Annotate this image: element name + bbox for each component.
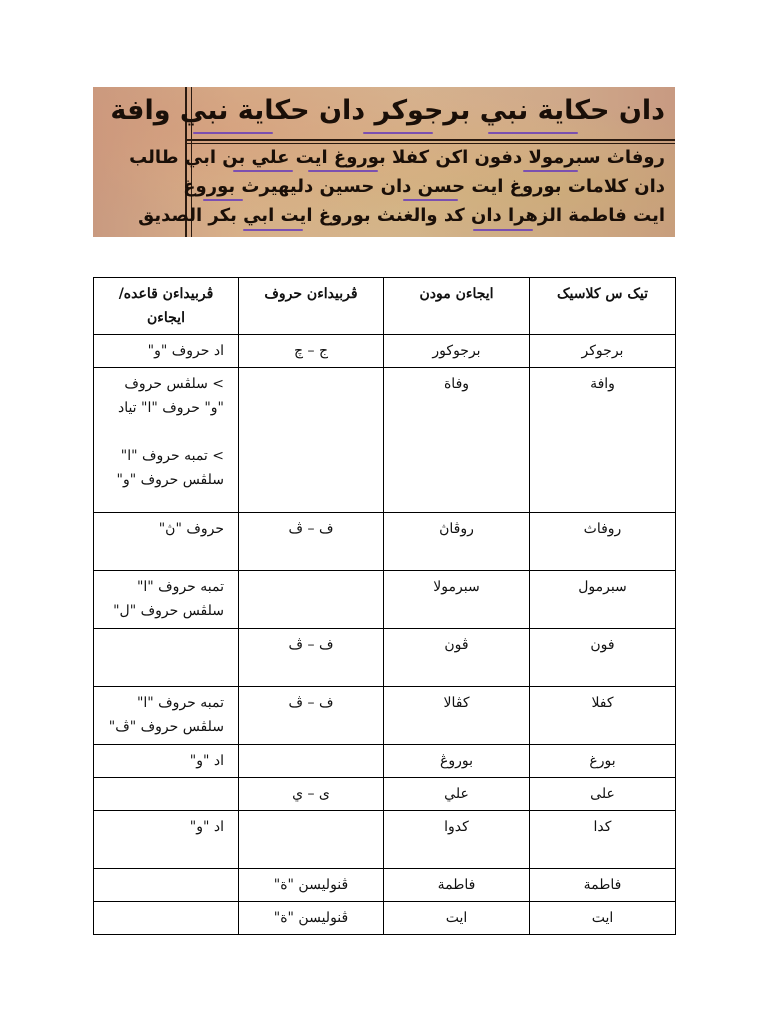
- annotation-underline: [193, 132, 273, 134]
- table-row: [94, 687, 676, 745]
- cell-classical: كدا: [530, 811, 676, 869]
- header-classical-text: تيک س كلاسيک: [530, 278, 676, 335]
- table-row: [94, 745, 676, 778]
- cell-modern: وفاة: [384, 368, 530, 513]
- table-row: [94, 368, 676, 513]
- cell-letter-diff: ف – ڤ: [239, 687, 384, 745]
- comparison-table-wrapper: [93, 277, 675, 935]
- table-row: [94, 902, 676, 935]
- cell-letter-diff: [239, 811, 384, 869]
- cell-letter-diff: ڤنوليسن "ة": [239, 902, 384, 935]
- cell-letter-diff: ج – چ: [239, 335, 384, 368]
- table-row: [94, 869, 676, 902]
- table-row: [94, 513, 676, 571]
- manuscript-image: [93, 87, 675, 237]
- comparison-table: [93, 277, 676, 935]
- cell-modern: كدوا: [384, 811, 530, 869]
- manuscript-line-3: دان كلامات بوروغ ايت حسن دان حسين دليهيرث بوروغ: [183, 176, 665, 197]
- manuscript-line-2: روفاث سبرمولا دفون اكن كفلا بوروغ ايت علي بن ابي طالب: [129, 147, 665, 168]
- cell-modern: روڤاڽ: [384, 513, 530, 571]
- header-letter-difference: ڤربيداءن حروف: [239, 278, 384, 335]
- cell-classical: بورغ: [530, 745, 676, 778]
- table-row: [94, 811, 676, 869]
- cell-rule-diff: تمبه حروف "ا" سلڤس حروف "ل": [94, 571, 239, 629]
- cell-rule-diff: حروف "ڽ": [94, 513, 239, 571]
- cell-classical: برجوكر: [530, 335, 676, 368]
- cell-classical: على: [530, 778, 676, 811]
- cell-letter-diff: ف – ڤ: [239, 629, 384, 687]
- annotation-underline: [363, 132, 433, 134]
- table-row: [94, 335, 676, 368]
- annotation-underline: [473, 229, 533, 231]
- annotation-underline: [523, 170, 578, 172]
- table-row: [94, 778, 676, 811]
- cell-classical: روفاث: [530, 513, 676, 571]
- cell-rule-diff: [94, 778, 239, 811]
- cell-classical: ايت: [530, 902, 676, 935]
- cell-classical: فاطمة: [530, 869, 676, 902]
- table-row: [94, 629, 676, 687]
- cell-letter-diff: [239, 745, 384, 778]
- cell-modern: كڤالا: [384, 687, 530, 745]
- cell-classical: كفلا: [530, 687, 676, 745]
- annotation-underline: [488, 132, 578, 134]
- cell-modern: ڤون: [384, 629, 530, 687]
- cell-rule-diff: اد "و": [94, 745, 239, 778]
- manuscript-frame-top-rule: [185, 139, 675, 141]
- cell-rule-diff: > سلڤس حروف "و" حروف "ا" تياد > تمبه حروف "ا" سلڤس حروف "و": [94, 368, 239, 513]
- manuscript-line-4: ايت فاطمة الزهرا دان كد والغنث بوروغ ايت ابي بكر الصديق: [138, 205, 665, 226]
- cell-modern: علي: [384, 778, 530, 811]
- cell-rule-diff: اد حروف "و": [94, 335, 239, 368]
- annotation-underline: [308, 170, 378, 172]
- cell-modern: ايت: [384, 902, 530, 935]
- manuscript-frame-top-rule-2: [185, 143, 675, 144]
- table-row: [94, 571, 676, 629]
- annotation-underline: [203, 199, 243, 201]
- cell-rule-diff: [94, 902, 239, 935]
- cell-classical: فون: [530, 629, 676, 687]
- annotation-underline: [243, 229, 303, 231]
- cell-rule-diff: [94, 869, 239, 902]
- header-rule-difference: ڤربيداءن قاعده/ ايجاءن: [94, 278, 239, 335]
- manuscript-line-1: دان حكاية نبي برجوكر دان حكاية نبي وافة: [110, 95, 665, 126]
- cell-letter-diff: [239, 368, 384, 513]
- cell-classical: وافة: [530, 368, 676, 513]
- cell-rule-diff: اد "و": [94, 811, 239, 869]
- cell-letter-diff: ڤنوليسن "ة": [239, 869, 384, 902]
- cell-classical: سبرمول: [530, 571, 676, 629]
- cell-modern: سبرمولا: [384, 571, 530, 629]
- cell-rule-diff: تمبه حروف "ا" سلڤس حروف "ڤ": [94, 687, 239, 745]
- cell-modern: فاطمة: [384, 869, 530, 902]
- annotation-underline: [233, 170, 293, 172]
- cell-modern: بوروڠ: [384, 745, 530, 778]
- cell-letter-diff: ى – ي: [239, 778, 384, 811]
- header-modern-spelling: ايجاءن مودن: [384, 278, 530, 335]
- table-header-row: [94, 278, 676, 335]
- cell-modern: برجوكور: [384, 335, 530, 368]
- cell-letter-diff: ف – ڤ: [239, 513, 384, 571]
- cell-rule-diff: [94, 629, 239, 687]
- annotation-underline: [403, 199, 458, 201]
- cell-letter-diff: [239, 571, 384, 629]
